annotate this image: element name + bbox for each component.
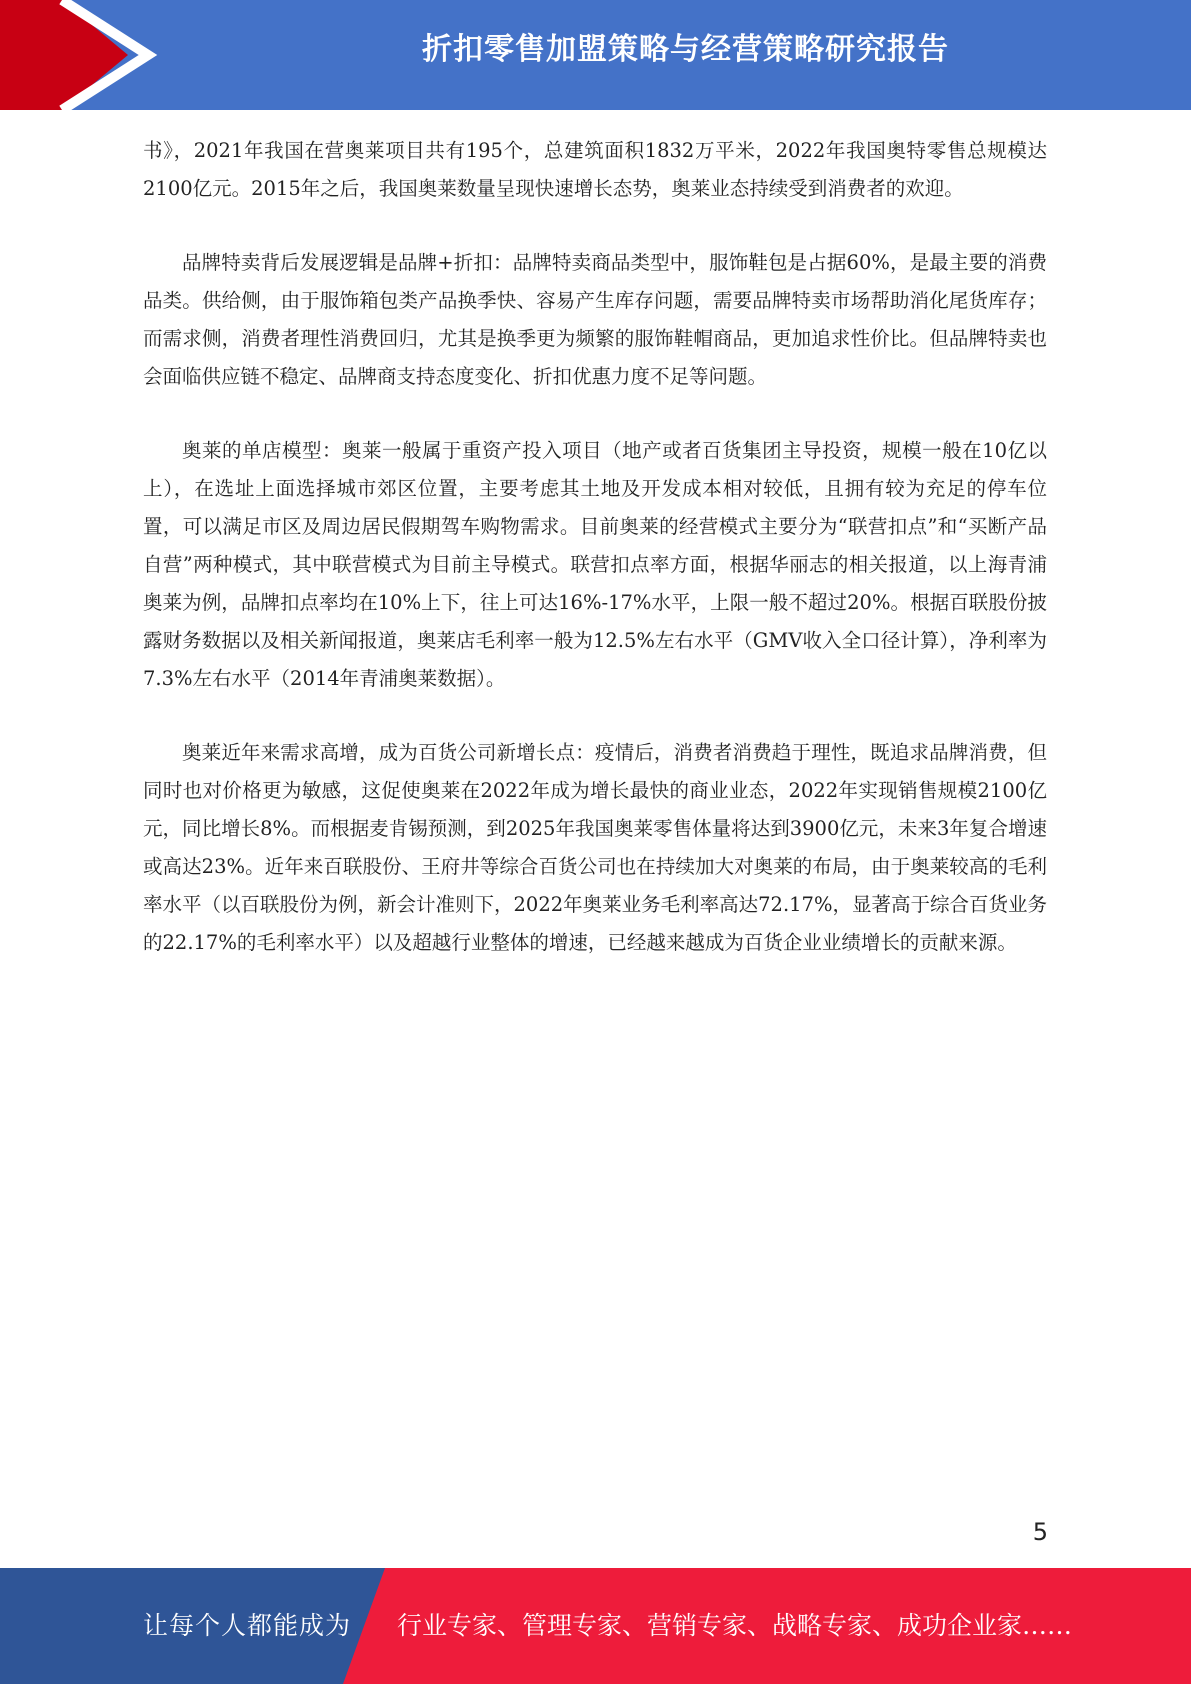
page-footer	[0, 1568, 1191, 1684]
page-header	[0, 0, 1191, 110]
paragraph-outlet-demand-growth: 奥莱近年来需求高增，成为百货公司新增长点：疫情后，消费者消费趋于理性，既追求品牌消费，但同时也对价格更为敏感，这促使奥莱在2022年成为增长最快的商业业态，2022年实现销售规模2100亿元，同比增长8%。而根据麦肯锡预测，到2025年我国奥莱零售体量将达到3900亿元，未来3年复合增速或高达23%。近年来百联股份、王府井等综合百货公司也在持续加大对奥莱的布局，由于奥莱较高的毛利率水平（以百联股份为例，新会计准则下，2022年奥莱业务毛利率高达72.17%，显著高于综合百货业务的22.17%的毛利率水平）以及超越行业整体的增速，已经越来越成为百货企业业绩增长的贡献来源。	[143, 741, 1047, 954]
footer-slogan-left: 让每个人都能成为	[143, 1611, 352, 1640]
paragraph-outlet-store-model: 奥莱的单店模型：奥莱一般属于重资产投入项目（地产或者百货集团主导投资，规模一般在10亿以上），在选址上面选择城市郊区位置，主要考虑其土地及开发成本相对较低，且拥有较为充足的停车位置，可以满足市区及周边居民假期驾车购物需求。目前奥莱的经营模式主要分为“联营扣点”和“买断产品自营”两种模式，其中联营模式为目前主导模式。联营扣点率方面，根据华丽志的相关报道，以上海青浦奥莱为例，品牌扣点率均在10%上下，往上可达16%-17%水平，上限一般不超过20%。根据百联股份披露财务数据以及相关新闻报道，奥莱店毛利率一般为12.5%左右水平（GMV收入全口径计算），净利率为7.3%左右水平（2014年青浦奥莱数据）。	[143, 439, 1047, 690]
footer-slogan-right: 行业专家、管理专家、营销专家、战略专家、成功企业家……	[397, 1611, 1073, 1640]
report-body	[143, 132, 1047, 998]
header-title: 折扣零售加盟策略与经营策略研究报告	[422, 32, 949, 67]
paragraph-market-scale: 书》，2021年我国在营奥莱项目共有195个，总建筑面积1832万平米，2022年我国奥特零售总规模达2100亿元。2015年之后，我国奥莱数量呈现快速增长态势，奥莱业态持续受到消费者的欢迎。	[143, 139, 1047, 200]
paragraph-brand-discount-logic: 品牌特卖背后发展逻辑是品牌+折扣：品牌特卖商品类型中，服饰鞋包是占据60%，是最主要的消费品类。供给侧，由于服饰箱包类产品换季快、容易产生库存问题，需要品牌特卖市场帮助消化尾货库存；而需求侧，消费者理性消费回归，尤其是换季更为频繁的服饰鞋帽商品，更加追求性价比。但品牌特卖也会面临供应链不稳定、品牌商支持态度变化、折扣优惠力度不足等问题。	[143, 251, 1047, 388]
page-number: 5	[1032, 1518, 1048, 1546]
